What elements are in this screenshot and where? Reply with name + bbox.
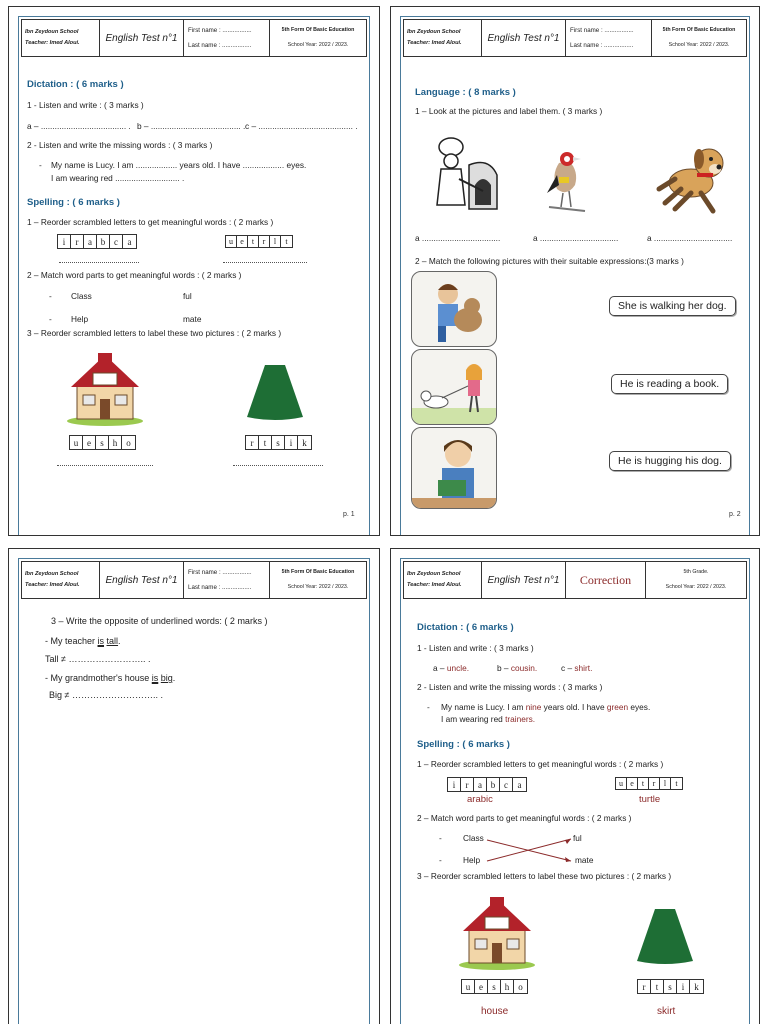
- skirt-illustration: [635, 909, 695, 965]
- q1-blank-b[interactable]: b – ....................................... .: [137, 121, 246, 131]
- opposite-blank-tall[interactable]: Tall ≠ …………………….. .: [45, 654, 151, 664]
- dictation-title: Dictation : ( 6 marks ): [27, 79, 124, 90]
- letter-box: r: [638, 980, 651, 993]
- label-blank-2[interactable]: a ..................................: [533, 233, 619, 243]
- letter-box: t: [285, 237, 288, 246]
- letter-box: t: [675, 779, 678, 788]
- scrambled-word-1: [57, 234, 137, 249]
- answer-cousin: cousin.: [510, 663, 538, 673]
- letter-box: t: [638, 778, 649, 789]
- letter-box: c: [500, 778, 513, 791]
- letter-box: k: [694, 981, 699, 992]
- page-1: [8, 6, 380, 536]
- form-label: 5th Form Of Basic Education: [281, 568, 355, 575]
- last-name-field[interactable]: Last name : .................: [570, 42, 634, 49]
- dictation-q2: 2 - Listen and write the missing words : ( 3 marks ): [27, 140, 213, 150]
- word-part-ful: ful: [573, 833, 582, 843]
- bullet-dash: -: [427, 702, 430, 712]
- letter-box: r: [649, 778, 660, 789]
- label-blank-1[interactable]: a ..................................: [415, 233, 501, 243]
- q1-blank-c[interactable]: c – ......................................... .: [245, 121, 358, 131]
- answer-shirt: shirt.: [574, 663, 593, 673]
- dictation-q1: 1 - Listen and write : ( 3 marks ): [417, 643, 534, 653]
- word-part-ful[interactable]: ful: [183, 291, 192, 301]
- school-name: Ibn Zeydoun School: [25, 29, 79, 36]
- form-label: 5th Form Of Basic Education: [662, 26, 736, 33]
- school-year: School Year: 2022 / 2023.: [287, 42, 349, 48]
- match-lines: [391, 549, 760, 1024]
- page-4-correction: [390, 548, 760, 1024]
- letter-box: b: [97, 235, 110, 248]
- letter-box: e: [475, 980, 488, 993]
- q2-line1[interactable]: My name is Lucy. I am .................. years old. I have .................. eyes.: [51, 160, 307, 170]
- test-title: English Test n°1: [100, 20, 184, 56]
- letter-box: a: [474, 778, 487, 791]
- letter-box: u: [226, 236, 237, 247]
- dictation-q2: 2 - Listen and write the missing words : ( 3 marks ): [417, 682, 603, 692]
- picture-boy-hugging-dog[interactable]: [411, 271, 497, 347]
- sentence-house: - My grandmother's house is big.: [45, 673, 176, 683]
- school-year: School Year: 2022 / 2023.: [287, 584, 349, 590]
- answer-uncle: uncle.: [446, 663, 469, 673]
- letter-box: s: [488, 980, 501, 993]
- letter-box: s: [272, 436, 285, 449]
- answer-line-1: My name is Lucy. I am nine years old. I have green eyes.: [441, 702, 651, 712]
- spelling-q3: 3 – Reorder scrambled letters to label these two pictures : ( 2 marks ): [27, 328, 282, 338]
- q2-line2[interactable]: I am wearing red ............................ .: [51, 173, 185, 183]
- test-title: English Test n°1: [482, 20, 566, 56]
- house-illustration: [65, 349, 145, 427]
- letter-box: l: [270, 236, 281, 247]
- spelling-q1: 1 – Reorder scrambled letters to get meaningful words : ( 2 marks ): [417, 759, 664, 769]
- spelling-q2: 2 – Match word parts to get meaningful words : ( 2 marks ): [27, 270, 242, 280]
- letter-box: b: [487, 778, 500, 791]
- test-title: English Test n°1: [482, 562, 566, 598]
- word-part-class[interactable]: Class: [71, 291, 92, 301]
- scrambled-pic-1: [69, 435, 136, 450]
- bird-illustration: [541, 145, 591, 215]
- school-name: Ibn Zeydoun School: [407, 29, 461, 36]
- letter-box: o: [126, 437, 131, 448]
- test-title: English Test n°1: [100, 562, 184, 598]
- letter-box: i: [285, 436, 298, 449]
- letter-box: c: [110, 235, 123, 248]
- letter-box: r: [259, 236, 270, 247]
- bullet-dash: -: [39, 160, 42, 170]
- letter-box: i: [677, 980, 690, 993]
- test-header: [21, 561, 367, 599]
- picture-girl-walking-dog[interactable]: [411, 349, 497, 425]
- letter-box: e: [237, 236, 248, 247]
- letter-box: t: [248, 236, 259, 247]
- dog-illustration: [653, 139, 737, 219]
- opposite-blank-big[interactable]: Big ≠ ……………………….. .: [49, 690, 163, 700]
- letter-box: i: [448, 778, 461, 791]
- teacher-name: Teacher: Imed Aloui.: [25, 582, 80, 588]
- answer-line[interactable]: [223, 262, 307, 263]
- last-name-field[interactable]: Last name : .................: [188, 42, 252, 49]
- language-title: Language : ( 8 marks ): [415, 87, 516, 98]
- answer-line-2: I am wearing red trainers.: [441, 714, 536, 724]
- expression-reading-book[interactable]: He is reading a book.: [611, 374, 728, 394]
- spelling-q2: 2 – Match word parts to get meaningful words : ( 2 marks ): [417, 813, 632, 823]
- first-name-field[interactable]: First name : .................: [570, 26, 634, 34]
- dictation-title: Dictation : ( 6 marks ): [417, 622, 514, 633]
- word-part-mate[interactable]: mate: [183, 314, 202, 324]
- spelling-title: Spelling : ( 6 marks ): [27, 197, 120, 208]
- answer-arabic: arabic: [467, 794, 493, 805]
- opposites-question: 3 – Write the opposite of underlined words: ( 2 marks ): [51, 616, 268, 626]
- answer-line[interactable]: [233, 465, 323, 466]
- scrambled-pic-1: [461, 979, 528, 994]
- teacher-name: Teacher: Imed Aloui.: [407, 582, 462, 588]
- answer-house: house: [481, 1006, 509, 1017]
- letter-box: r: [461, 778, 474, 791]
- boy-reading-book-illustration: [412, 428, 497, 509]
- word-part-mate: mate: [575, 855, 594, 865]
- school-year: School Year: 2022 / 2023.: [665, 584, 727, 590]
- bullet-dash: -: [439, 855, 442, 865]
- baker-illustration: [431, 135, 501, 213]
- grade-label: 5th Grade.: [683, 568, 709, 575]
- picture-boy-reading-book[interactable]: [411, 427, 497, 509]
- letter-box: a: [517, 779, 522, 790]
- letter-box: t: [259, 436, 272, 449]
- correction-label: Correction: [566, 562, 646, 598]
- spelling-q3: 3 – Reorder scrambled letters to label these two pictures : ( 2 marks ): [417, 871, 672, 881]
- letter-box: u: [70, 436, 83, 449]
- q1-blank-a[interactable]: a – ..................................... .: [27, 121, 131, 131]
- answer-line[interactable]: [59, 262, 139, 263]
- expression-hugging-dog[interactable]: He is hugging his dog.: [609, 451, 731, 471]
- letter-box: u: [462, 980, 475, 993]
- girl-walking-dog-illustration: [412, 350, 497, 425]
- answer-turtle: turtle: [639, 794, 661, 805]
- scrambled-pic-2: [637, 979, 704, 994]
- letter-box: s: [96, 436, 109, 449]
- first-name-field[interactable]: First name : .................: [188, 26, 252, 34]
- page-number: p. 1: [343, 511, 355, 518]
- sentence-teacher: - My teacher is tall.: [45, 636, 121, 646]
- spelling-title: Spelling : ( 6 marks ): [417, 739, 510, 750]
- last-name-field[interactable]: Last name : .................: [188, 584, 252, 591]
- letter-box: k: [302, 437, 307, 448]
- letter-box: u: [616, 778, 627, 789]
- page-2: [390, 6, 760, 536]
- test-header: [21, 19, 367, 57]
- page-3: [8, 548, 380, 1024]
- scrambled-word-2: [225, 235, 293, 248]
- letter-box: i: [58, 235, 71, 248]
- letter-box: h: [109, 436, 122, 449]
- language-q2: 2 – Match the following pictures with their suitable expressions:(3 marks ): [415, 256, 684, 266]
- bullet-dash: -: [49, 291, 52, 301]
- answer-line[interactable]: [57, 465, 153, 466]
- letter-box: e: [83, 436, 96, 449]
- letter-box: s: [664, 980, 677, 993]
- school-year: School Year: 2022 / 2023.: [668, 42, 730, 48]
- label-b: b –: [497, 663, 509, 673]
- test-header: [403, 19, 747, 57]
- word-part-help: Help: [463, 855, 481, 865]
- first-name-field[interactable]: First name : .................: [188, 568, 252, 576]
- page-frame: [18, 558, 370, 1024]
- letter-box: r: [71, 235, 84, 248]
- label-c: c –: [561, 663, 573, 673]
- form-label: 5th Form Of Basic Education: [281, 26, 355, 33]
- dictation-q1: 1 - Listen and write : ( 3 marks ): [27, 100, 144, 110]
- teacher-name: Teacher: Imed Aloui.: [407, 40, 462, 46]
- boy-hugging-dog-illustration: [412, 272, 497, 347]
- word-part-class: Class: [463, 833, 484, 843]
- answer-skirt: skirt: [657, 1006, 676, 1017]
- letter-box: h: [501, 980, 514, 993]
- expression-walking-dog[interactable]: She is walking her dog.: [609, 296, 736, 316]
- word-part-help[interactable]: Help: [71, 314, 89, 324]
- bullet-dash: -: [439, 833, 442, 843]
- scrambled-pic-2: [245, 435, 312, 450]
- letter-box: o: [518, 981, 523, 992]
- house-illustration: [457, 893, 537, 971]
- spelling-q1: 1 – Reorder scrambled letters to get meaningful words : ( 2 marks ): [27, 217, 274, 227]
- page-number: p. 2: [729, 511, 741, 518]
- letter-box: e: [627, 778, 638, 789]
- letter-box: t: [651, 980, 664, 993]
- letter-box: r: [246, 436, 259, 449]
- teacher-name: Teacher: Imed Aloui.: [25, 40, 80, 46]
- label-a: a –: [433, 663, 445, 673]
- skirt-illustration: [245, 365, 305, 421]
- school-name: Ibn Zeydoun School: [25, 571, 79, 578]
- school-name: Ibn Zeydoun School: [407, 571, 461, 578]
- label-blank-3[interactable]: a ..................................: [647, 233, 733, 243]
- letter-box: a: [127, 236, 132, 247]
- language-q1: 1 – Look at the pictures and label them. ( 3 marks ): [415, 106, 603, 116]
- letter-box: a: [84, 235, 97, 248]
- bullet-dash: -: [49, 314, 52, 324]
- letter-box: l: [660, 778, 671, 789]
